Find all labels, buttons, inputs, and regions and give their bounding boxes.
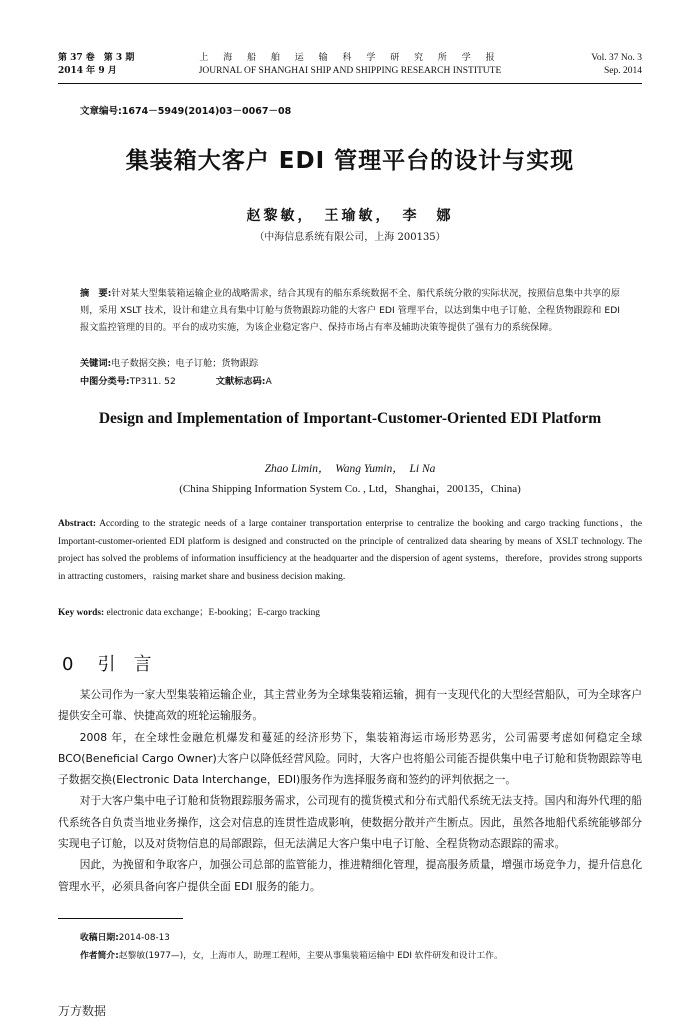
body-paragraph: 2008 年，在全球性金融危机爆发和蔓延的经济形势下，集装箱海运市场形势恶劣，公司需要考虑如何稳定全球 BCO(Beneficial Cargo Owner)大客户以降低经营风险。同时，大客户也将船公司能否提供集中电子订舱和货物跟踪等电子数据交换(Electronic Data Interchange，EDI)服务作为选择服务商和签约的评判依据之一。 <box>58 730 642 787</box>
body-paragraph: 对于大客户集中电子订舱和货物跟踪服务需求，公司现有的揽货模式和分布式船代系统无法支持。国内和海外代理的船代系统各自负责当地业务操作，这会对信息的连贯性造成影响，使数据分散并产生断点。因此，虽然各地船代系统能够部分实现电子订舱，以及对货物信息的局部跟踪，但无法满足大客户集中电子订舱、全程货物动态跟踪的需求。 <box>58 794 642 851</box>
volume-info-en <box>591 52 642 78</box>
abstract-en <box>58 516 642 586</box>
journal-name-cn: 上 海 船 舶 运 输 科 学 研 究 所 学 报 <box>199 53 501 63</box>
abstract-cn <box>80 285 620 336</box>
keywords-cn-label: 关键词: <box>80 358 112 369</box>
publication-date-cn: 2014 年 9 月 <box>58 66 117 76</box>
keywords-cn <box>80 355 620 369</box>
publication-date-en: Sep. 2014 <box>604 66 642 76</box>
footnote-divider <box>58 918 183 919</box>
clc-value: TP311. 52 <box>129 376 176 387</box>
abstract-en-label: Abstract: <box>58 519 97 529</box>
received-label: 收稿日期: <box>80 933 119 943</box>
classification-line <box>80 373 620 387</box>
affiliation-en: (China Shipping Information System Co. , Ltd，Shanghai，200135，China) <box>179 483 521 495</box>
doc-code-label: 文献标志码: <box>215 376 266 387</box>
abstract-cn-text: 针对某大型集装箱运输企业的战略需求，结合其现有的船东系统数据不全、船代系统分散的实际状况，按照信息集中共享的原则，采用 XSLT 技术，设计和建立具有集中订舱与货物跟踪功能的大客户 EDI 管理平台，以达到集中电子订舱、全程货物跟踪和 EDI 报文监控管理的目的。平台的成功实施，为该企业稳定客户、保持市场占有率及辅助决策等提供了强有力的系统保障。 <box>80 288 620 333</box>
title-cn: 集装箱大客户 EDI 管理平台的设计与实现 <box>125 148 575 174</box>
header-divider <box>58 83 642 84</box>
watermark: 万方数据 <box>58 1004 107 1018</box>
authors-cn: 赵黎敏， 王瑜敏， 李 娜 <box>246 208 454 224</box>
running-header <box>58 52 642 82</box>
keywords-en-label: Key words: <box>58 608 105 618</box>
keywords-en <box>58 604 642 618</box>
footnote-author <box>80 948 642 961</box>
authors-en: Zhao Limin， Wang Yumin， Li Na <box>264 463 436 475</box>
body-paragraph: 某公司作为一家大型集装箱运输企业，其主营业务为全球集装箱运输，拥有一支现代化的大型经营船队，可为全球客户提供安全可靠、快捷高效的班轮运输服务。 <box>58 688 642 723</box>
author-bio-value: 赵黎敏(1977—)，女，上海市人，助理工程师，主要从事集装箱运输中 EDI 软件研发和设计工作。 <box>118 951 503 961</box>
volume-issue-en: Vol. 37 No. 3 <box>591 53 642 63</box>
section-heading <box>62 650 169 676</box>
author-bio-label: 作者简介: <box>80 951 119 961</box>
journal-name <box>58 52 642 78</box>
footnote-received <box>80 930 642 943</box>
abstract-cn-label: 摘 要: <box>80 288 112 299</box>
title-en: Design and Implementation of Important-Customer-Oriented EDI Platform <box>98 410 602 427</box>
clc-label: 中图分类号: <box>80 376 130 387</box>
body-text <box>58 684 642 897</box>
section-title: 引言 <box>97 654 170 675</box>
journal-name-en: JOURNAL OF SHANGHAI SHIP AND SHIPPING RESEARCH INSTITUTE <box>198 66 502 76</box>
keywords-en-text: electronic data exchange；E-booking；E-cargo tracking <box>106 608 320 618</box>
volume-issue: 第 37 卷 第 3 期 <box>58 53 135 63</box>
abstract-en-text: According to the strategic needs of a large container transportation enterprise to centralize the booking and cargo tracking functions，the Important-customer-oriented EDI platform is designed and constructed on the principle of centralized data shearing by means of XSLT technology. The project has solved the problems of information insufficiency at the headquarter and the dispersion of agent systems，therefore，provides strong supports in attracting customers，raising market share and business decision making. <box>58 519 642 582</box>
affiliation-cn: （中海信息系统有限公司，上海 200135） <box>254 232 446 243</box>
article-number: 文章编号:1674－5949(2014)03－0067－08 <box>80 106 292 117</box>
section-number: 0 <box>62 654 74 675</box>
keywords-cn-text: 电子数据交换；电子订舱；货物跟踪 <box>111 358 259 369</box>
received-value: 2014-08-13 <box>118 933 170 943</box>
body-paragraph: 因此，为挽留和争取客户，加强公司总部的监管能力，推进精细化管理，提高服务质量，增强市场竞争力，提升信息化管理水平，必须具备向客户提供全面 EDI 服务的能力。 <box>58 858 642 893</box>
doc-code-value: A <box>265 376 272 387</box>
